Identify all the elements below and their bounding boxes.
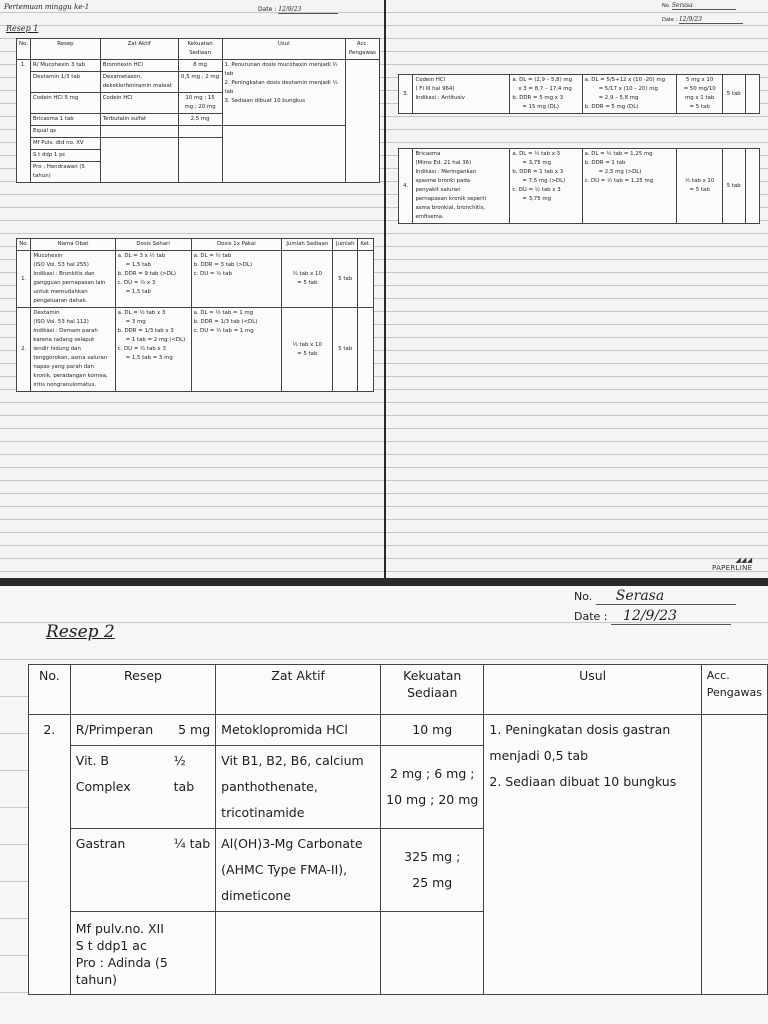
notebook-page-bottom <box>0 586 768 1024</box>
col-usul: Usul <box>222 39 345 60</box>
date-row: Date : 12/9/23 <box>662 16 743 24</box>
no-row: No. Serasa <box>662 2 736 10</box>
resep-cell: Pro : Hendrawan (5 tahun) <box>30 162 100 183</box>
nama-cell: Dextamin (ISO Vol. 53 hal 112) Indikasi : Demam parah karena radang selaput lendir hidung dan tenggorokan, asma saluran napas yang parah dan kronik, peradangan kornea, iritis nongranulomatus. <box>31 308 115 392</box>
nama-cell: Codein HCl ( FI III hal 964) Indikasi : Antitusiv <box>413 75 510 114</box>
resep-cell: R/Primperan 5 mg <box>70 715 215 746</box>
recipe-title: Resep 1 <box>6 24 39 33</box>
dosis-1x-cell: a. DL = 5/5+12 x (10 -20) mg = 5/17 x (10 – 20) mg = 2,9 – 5,8 mg b. DDR = 5 mg (DL) <box>582 75 677 114</box>
table-row <box>399 75 760 114</box>
table-row <box>399 149 760 224</box>
date-value: 12/9/23 <box>679 16 743 24</box>
resep-cell: S t ddp 1 pc <box>30 150 100 162</box>
row-no: 1. <box>17 60 31 183</box>
usul-line: 1. Penurunan dosis mucohexin menjadi ½ tab <box>224 62 338 77</box>
brand-logo: ◢◢◢ PAPERLINE <box>712 556 753 572</box>
zat-cell: Codein HCl <box>100 93 178 114</box>
dosage-table-2 <box>398 74 760 114</box>
ket-cell <box>745 75 759 114</box>
recipe-title: Resep 2 <box>46 622 115 642</box>
dosis-1x-cell: a. DL = ½ tab = 1,25 mg b. DDR = 1 tab = 2,5 mg (>DL) c. DU = ½ tab = 1,25 mg <box>582 149 677 224</box>
kekuatan-cell: 8 mg <box>178 60 222 72</box>
col-dosis-sehari: Dosis Sehari <box>115 239 191 251</box>
paperline-logo-icon: ◢◢◢ <box>735 556 753 564</box>
col-jumlah: Jumlah <box>333 239 358 251</box>
notebook-page-left <box>0 0 384 578</box>
jumlah-cell: 5 tab <box>333 251 358 308</box>
ket-cell <box>358 308 374 392</box>
row-no: 4. <box>399 149 413 224</box>
no-value: Serasa <box>596 588 736 605</box>
zat-cell: Dexametason, deksklorfeniramin maleat <box>100 72 178 93</box>
resep-cell: Gastran ¼ tab <box>70 829 215 912</box>
jumlah-sediaan-cell: 5 mg x 10 = 50 mg/10 mg x 1 tab = 5 tab <box>677 75 722 114</box>
usul-line: menjadi 0,5 tab <box>489 748 589 763</box>
date-value: 12/9/23 <box>278 6 338 14</box>
row-no: 2. <box>29 715 71 995</box>
jumlah-sediaan-cell: ½ tab x 10 = 5 tab <box>282 308 333 392</box>
notebook-page-right <box>386 0 768 578</box>
zat-cell: Al(OH)3-Mg Carbonate (AHMC Type FMA-II), dimeticone <box>216 829 381 912</box>
col-nama-obat: Nama Obat <box>31 239 115 251</box>
col-usul: Usul <box>484 665 701 715</box>
zat-cell: Bromhexin HCl <box>100 60 178 72</box>
nama-cell: Bricasma (Mims Ed. 21 hal 36) Indikasi : Meringankan spasme bronki pada penyakit saluran pernapasan kronik seperti asma bronkial, bronchitis, emfisema. <box>413 149 510 224</box>
col-jumlah-sediaan: Jumlah Sediaan <box>282 239 333 251</box>
col-zat-aktif: Zat Aktif <box>100 39 178 60</box>
col-ket: Ket. <box>358 239 374 251</box>
col-no: No. <box>17 39 31 60</box>
kekuatan-cell: 2,5 mg <box>178 114 222 126</box>
col-no: No. <box>29 665 71 715</box>
usul-line: 2. Sediaan dibuat 10 bungkus <box>489 774 677 789</box>
dosis-sehari-cell: a. DL = ½ tab x 3 = 3 mg b. DDR = 1/3 tab x 3 = 1 tab = 2 mg (<DL) c. DU = ½ tab x 3 = 1,5 tab = 3 mg <box>115 308 191 392</box>
dosis-1x-cell: a. DL = ½ tab = 1 mg b. DDR = 1/3 tab (<DL) c. DU = ½ tab = 1 mg <box>191 308 281 392</box>
jumlah-cell: 5 tab <box>722 149 745 224</box>
resep-cell: Codein HCl 5 mg <box>30 93 100 114</box>
acc-cell <box>701 715 767 995</box>
zat-cell: Terbutalin sulfat <box>100 114 178 126</box>
jumlah-cell: 5 tab <box>333 308 358 392</box>
kekuatan-cell: 325 mg ; 25 mg <box>381 829 484 912</box>
dosage-table-3 <box>398 148 760 224</box>
kekuatan-cell: 10 mg ; 15 mg ; 20 mg <box>178 93 222 114</box>
usul-line: 2. Peningkatan dosis dextamin menjadi ½ tab <box>224 80 338 95</box>
col-acc: Acc. Pengawas <box>701 665 767 715</box>
acc-cell <box>345 60 379 183</box>
row-no: 1. <box>17 251 31 308</box>
col-kekuatan: Kekuatan Sediaan <box>381 665 484 715</box>
dosis-sehari-cell: a. DL = 3 x ½ tab = 1,5 tab b. DDR = 9 tab (>DL) c. DU = ½ x 3 = 1,5 tab <box>115 251 191 308</box>
kekuatan-cell: 0,5 mg ; 2 mg <box>178 72 222 93</box>
table-row <box>29 715 768 746</box>
date-value: 12/9/23 <box>611 608 731 625</box>
resep-cell: R/ Mucohexin 3 tab <box>30 60 100 72</box>
col-resep: Resep <box>70 665 215 715</box>
dosis-sehari-cell: a. DL = (2,9 – 5,8) mg x 3 = 8,7 – 17,4 mg b. DDR = 5 mg x 3 = 15 mg (DL) <box>510 75 582 114</box>
zat-cell: Metoklopromida HCl <box>216 715 381 746</box>
resep-cell: Mf Pulv. dtd no. XV <box>30 138 100 150</box>
col-acc: Acc. Pengawas <box>345 39 379 60</box>
col-zat-aktif: Zat Aktif <box>216 665 381 715</box>
date-row: Date : 12/9/23 <box>574 608 731 625</box>
resep-footer-cell: Mf pulv.no. XII S t ddp1 ac Pro : Adinda (5 tahun) <box>70 912 215 995</box>
col-no: No. <box>17 239 31 251</box>
resep-cell: Vit. B Complex ½ tab <box>70 746 215 829</box>
zat-cell: Vit B1, B2, B6, calcium panthothenate, tricotinamide <box>216 746 381 829</box>
col-resep: Resep <box>30 39 100 60</box>
kekuatan-cell: 10 mg <box>381 715 484 746</box>
no-value: Serasa <box>672 2 736 10</box>
jumlah-cell: 5 tab <box>722 75 745 114</box>
row-no: 2. <box>17 308 31 392</box>
usul-cell <box>222 60 345 126</box>
table-row <box>17 308 374 392</box>
jumlah-sediaan-cell: ½ tab x 10 = 5 tab <box>282 251 333 308</box>
date-row: Date : 12/9/23 <box>258 6 338 14</box>
dosis-1x-cell: a. DL = ½ tab b. DDR = 3 tab (>DL) c. DU = ½ tab <box>191 251 281 308</box>
kekuatan-cell: 2 mg ; 6 mg ; 10 mg ; 20 mg <box>381 746 484 829</box>
resep-cell: Bricasma 1 tab <box>30 114 100 126</box>
recipe-table-1 <box>16 38 380 183</box>
jumlah-sediaan-cell: ½ tab x 10 = 5 tab <box>677 149 722 224</box>
ket-cell <box>358 251 374 308</box>
usul-line: 1. Peningkatan dosis gastran <box>489 722 671 737</box>
row-no: 3. <box>399 75 413 114</box>
col-dosis-1x: Dosis 1x Pakai <box>191 239 281 251</box>
no-row: No. Serasa <box>574 588 736 605</box>
col-kekuatan: Kekuatan Sediaan <box>178 39 222 60</box>
resep-cell: Equal qs <box>30 126 100 138</box>
table-row <box>17 251 374 308</box>
resep-cell: Dextamin 1/3 tab <box>30 72 100 93</box>
nama-cell: Mucohexin (ISO Vol. 53 hal 255) Indikasi : Bronkitis dan gangguan pernapasan lain untuk memudahkan pengeluaran dahak. <box>31 251 115 308</box>
usul-cell <box>484 715 701 995</box>
dosis-sehari-cell: a. DL = ½ tab x 3 = 3,75 mg b. DDR = 1 tab x 3 = 7,5 mg (>DL) c. DU = ½ tab x 3 = 3,75 mg <box>510 149 582 224</box>
recipe-table-2 <box>28 664 768 995</box>
dosage-table-1 <box>16 238 374 392</box>
usul-line: 3. Sediaan dibuat 10 bungkus <box>224 98 306 104</box>
ket-cell <box>745 149 759 224</box>
meeting-header: Pertemuan minggu ke-1 <box>4 3 90 11</box>
